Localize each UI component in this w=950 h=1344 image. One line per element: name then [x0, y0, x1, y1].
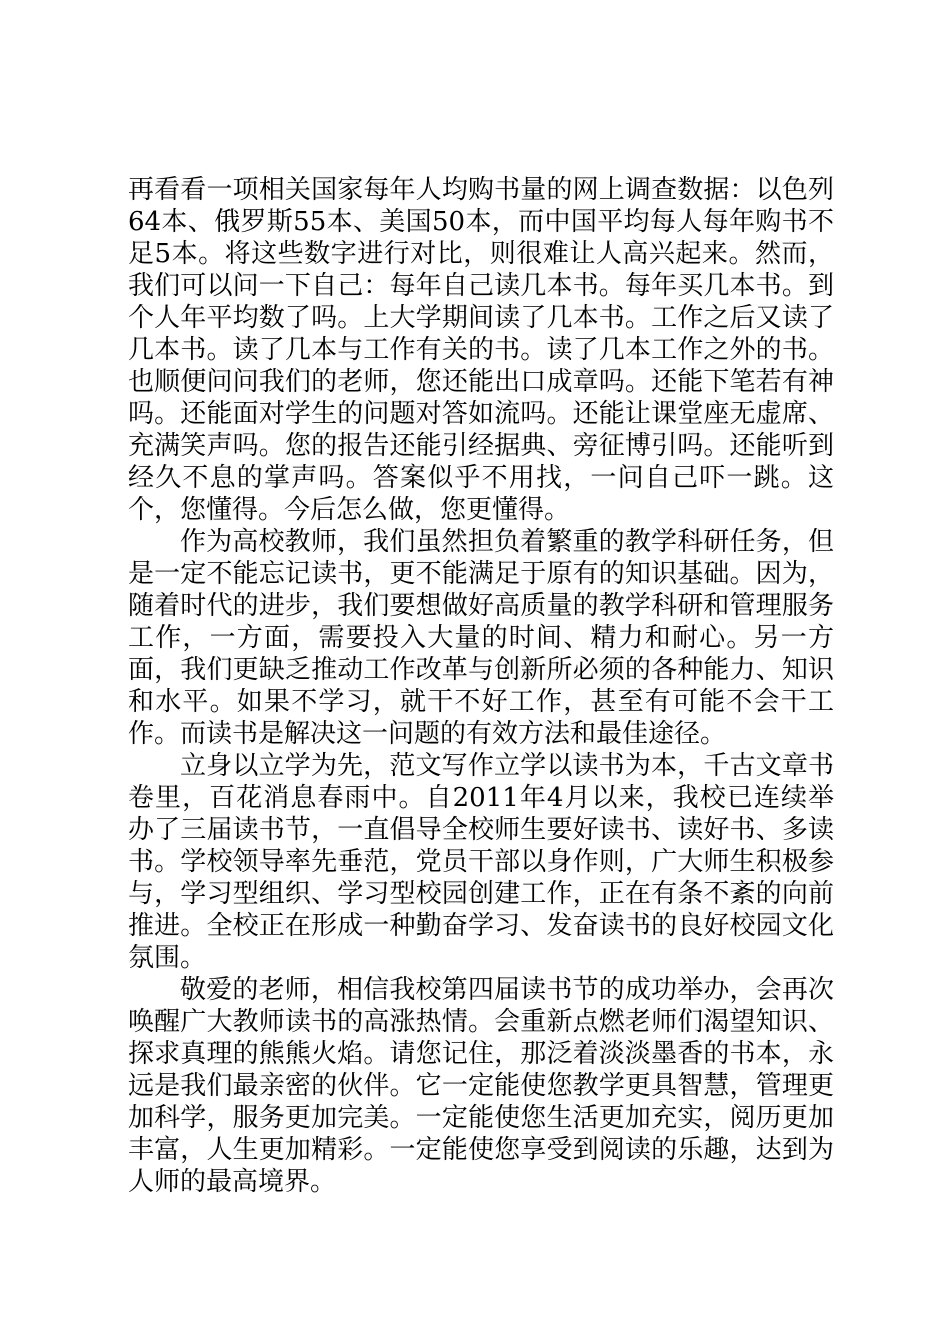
- paragraph-4: 敬爱的老师，相信我校第四届读书节的成功举办，会再次唤醒广大教师读书的高涨热情。会重新点燃老师们渴望知识、探求真理的熊熊火焰。请您记住，那泛着淡淡墨香的书本，永远是我们最亲密的伙伴。它一定能使您教学更具智慧，管理更加科学，服务更加完美。一定能使您生活更加充实，阅历更加丰富，人生更加精彩。一定能使您享受到阅读的乐趣，达到为人师的最高境界。: [128, 975, 834, 1197]
- paragraph-1: 再看看一项相关国家每年人均购书量的网上调查数据：以色列64本、俄罗斯55本、美国50本，而中国平均每人每年购书不足5本。将这些数字进行对比，则很难让人高兴起来。然而，我们可以问一下自己：每年自己读几本书。每年买几本书。到个人年平均数了吗。上大学期间读了几本书。工作之后又读了几本书。读了几本与工作有关的书。读了几本工作之外的书。也顺便问问我们的老师，您还能出口成章吗。还能下笔若有神吗。还能面对学生的问题对答如流吗。还能让课堂座无虚席、充满笑声吗。您的报告还能引经据典、旁征博引吗。还能听到经久不息的掌声吗。答案似乎不用找，一问自己吓一跳。这个，您懂得。今后怎么做，您更懂得。: [128, 175, 834, 525]
- paragraph-3: 立身以立学为先，范文写作立学以读书为本，千古文章书卷里，百花消息春雨中。自2011年4月以来，我校已连续举办了三届读书节，一直倡导全校师生要好读书、读好书、多读书。学校领导率先垂范，党员干部以身作则，广大师生积极参与，学习型组织、学习型校园创建工作，正在有条不紊的向前推进。全校正在形成一种勤奋学习、发奋读书的良好校园文化氛围。: [128, 751, 834, 973]
- document-body: [128, 174, 834, 1198]
- paragraph-2: 作为高校教师，我们虽然担负着繁重的教学科研任务，但是一定不能忘记读书，更不能满足于原有的知识基础。因为，随着时代的进步，我们要想做好高质量的教学科研和管理服务工作，一方面，需要投入大量的时间、精力和耐心。另一方面，我们更缺乏推动工作改革与创新所必须的各种能力、知识和水平。如果不学习，就干不好工作，甚至有可能不会干工作。而读书是解决这一问题的有效方法和最佳途径。: [128, 527, 834, 749]
